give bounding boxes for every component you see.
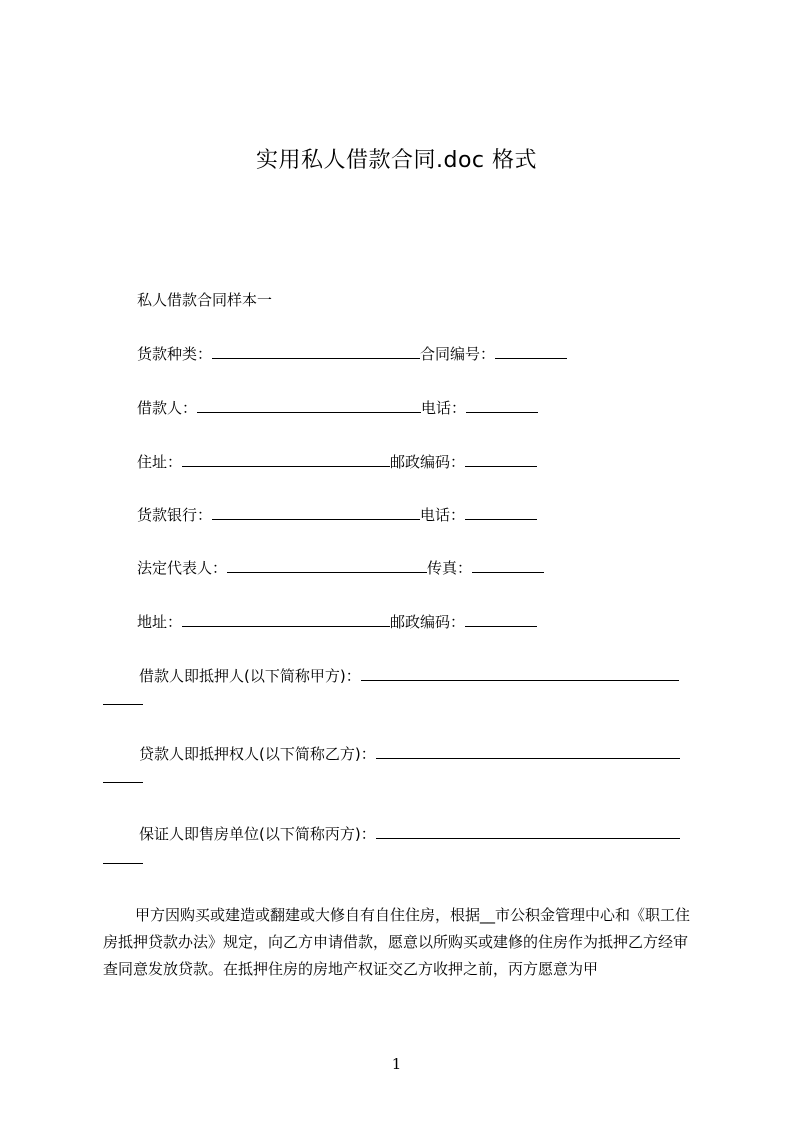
fax-label: 传真： [427,559,473,577]
address1-label: 住址： [137,453,183,471]
lending-bank-blank[interactable] [212,505,420,520]
body-paragraph [103,902,699,983]
party-c-blank-2[interactable] [103,849,143,864]
postcode2-blank[interactable] [465,612,537,627]
legal-rep-blank[interactable] [227,558,427,573]
phone1-label: 电话： [421,399,467,417]
phone2-blank[interactable] [465,505,537,520]
loan-type-label: 货款种类： [137,345,213,363]
loan-type-blank[interactable] [212,344,420,359]
postcode1-blank[interactable] [465,452,537,467]
lending-bank-row [137,505,537,525]
address2-label: 地址： [137,613,183,631]
legal-rep-row [137,558,544,578]
body-text: 甲方因购买或建造或翻建或大修自有自住住房，根据__市公积金管理中心和《职工住房抵押贷款办法》规定，向乙方申请借款，愿意以所购买或建修的住房作为抵押乙方经审查同意发放贷款。在抵押住房的房地产权证交乙方收押之前，丙方愿意为甲 [103,906,691,978]
phone2-label: 电话： [420,506,466,524]
borrower-row [137,398,538,418]
party-a-blank[interactable] [361,666,679,681]
address1-row [137,452,537,472]
borrower-blank[interactable] [197,398,421,413]
borrower-label: 借款人： [137,399,198,417]
party-b-label: 贷款人即抵押权人(以下简称乙方)： [139,745,376,763]
party-c-row [139,824,680,844]
fax-blank[interactable] [472,558,544,573]
party-b-row [139,744,680,764]
address2-blank[interactable] [182,612,390,627]
party-b-blank-cont [103,768,143,788]
party-c-blank-cont [103,849,143,869]
address2-row [137,612,537,632]
lending-bank-label: 货款银行： [137,506,213,524]
party-a-label: 借款人即抵押人(以下简称甲方)： [139,667,361,685]
document-title: 实用私人借款合同.doc 格式 [255,148,537,173]
party-a-row [139,666,679,686]
phone1-blank[interactable] [466,398,538,413]
page-number: 1 [391,1055,402,1073]
postcode1-label: 邮政编码： [390,453,466,471]
party-a-blank-2[interactable] [103,690,143,705]
party-a-blank-cont [103,690,143,710]
address1-blank[interactable] [182,452,390,467]
contract-no-blank[interactable] [495,344,567,359]
loan-type-row [137,344,567,364]
party-b-blank-2[interactable] [103,768,143,783]
party-c-label: 保证人即售房单位(以下简称丙方)： [139,825,376,843]
contract-no-label: 合同编号： [420,345,496,363]
postcode2-label: 邮政编码： [390,613,466,631]
sample-heading: 私人借款合同样本一 [137,291,273,309]
party-b-blank[interactable] [376,744,680,759]
party-c-blank[interactable] [376,824,680,839]
legal-rep-label: 法定代表人： [137,559,228,577]
